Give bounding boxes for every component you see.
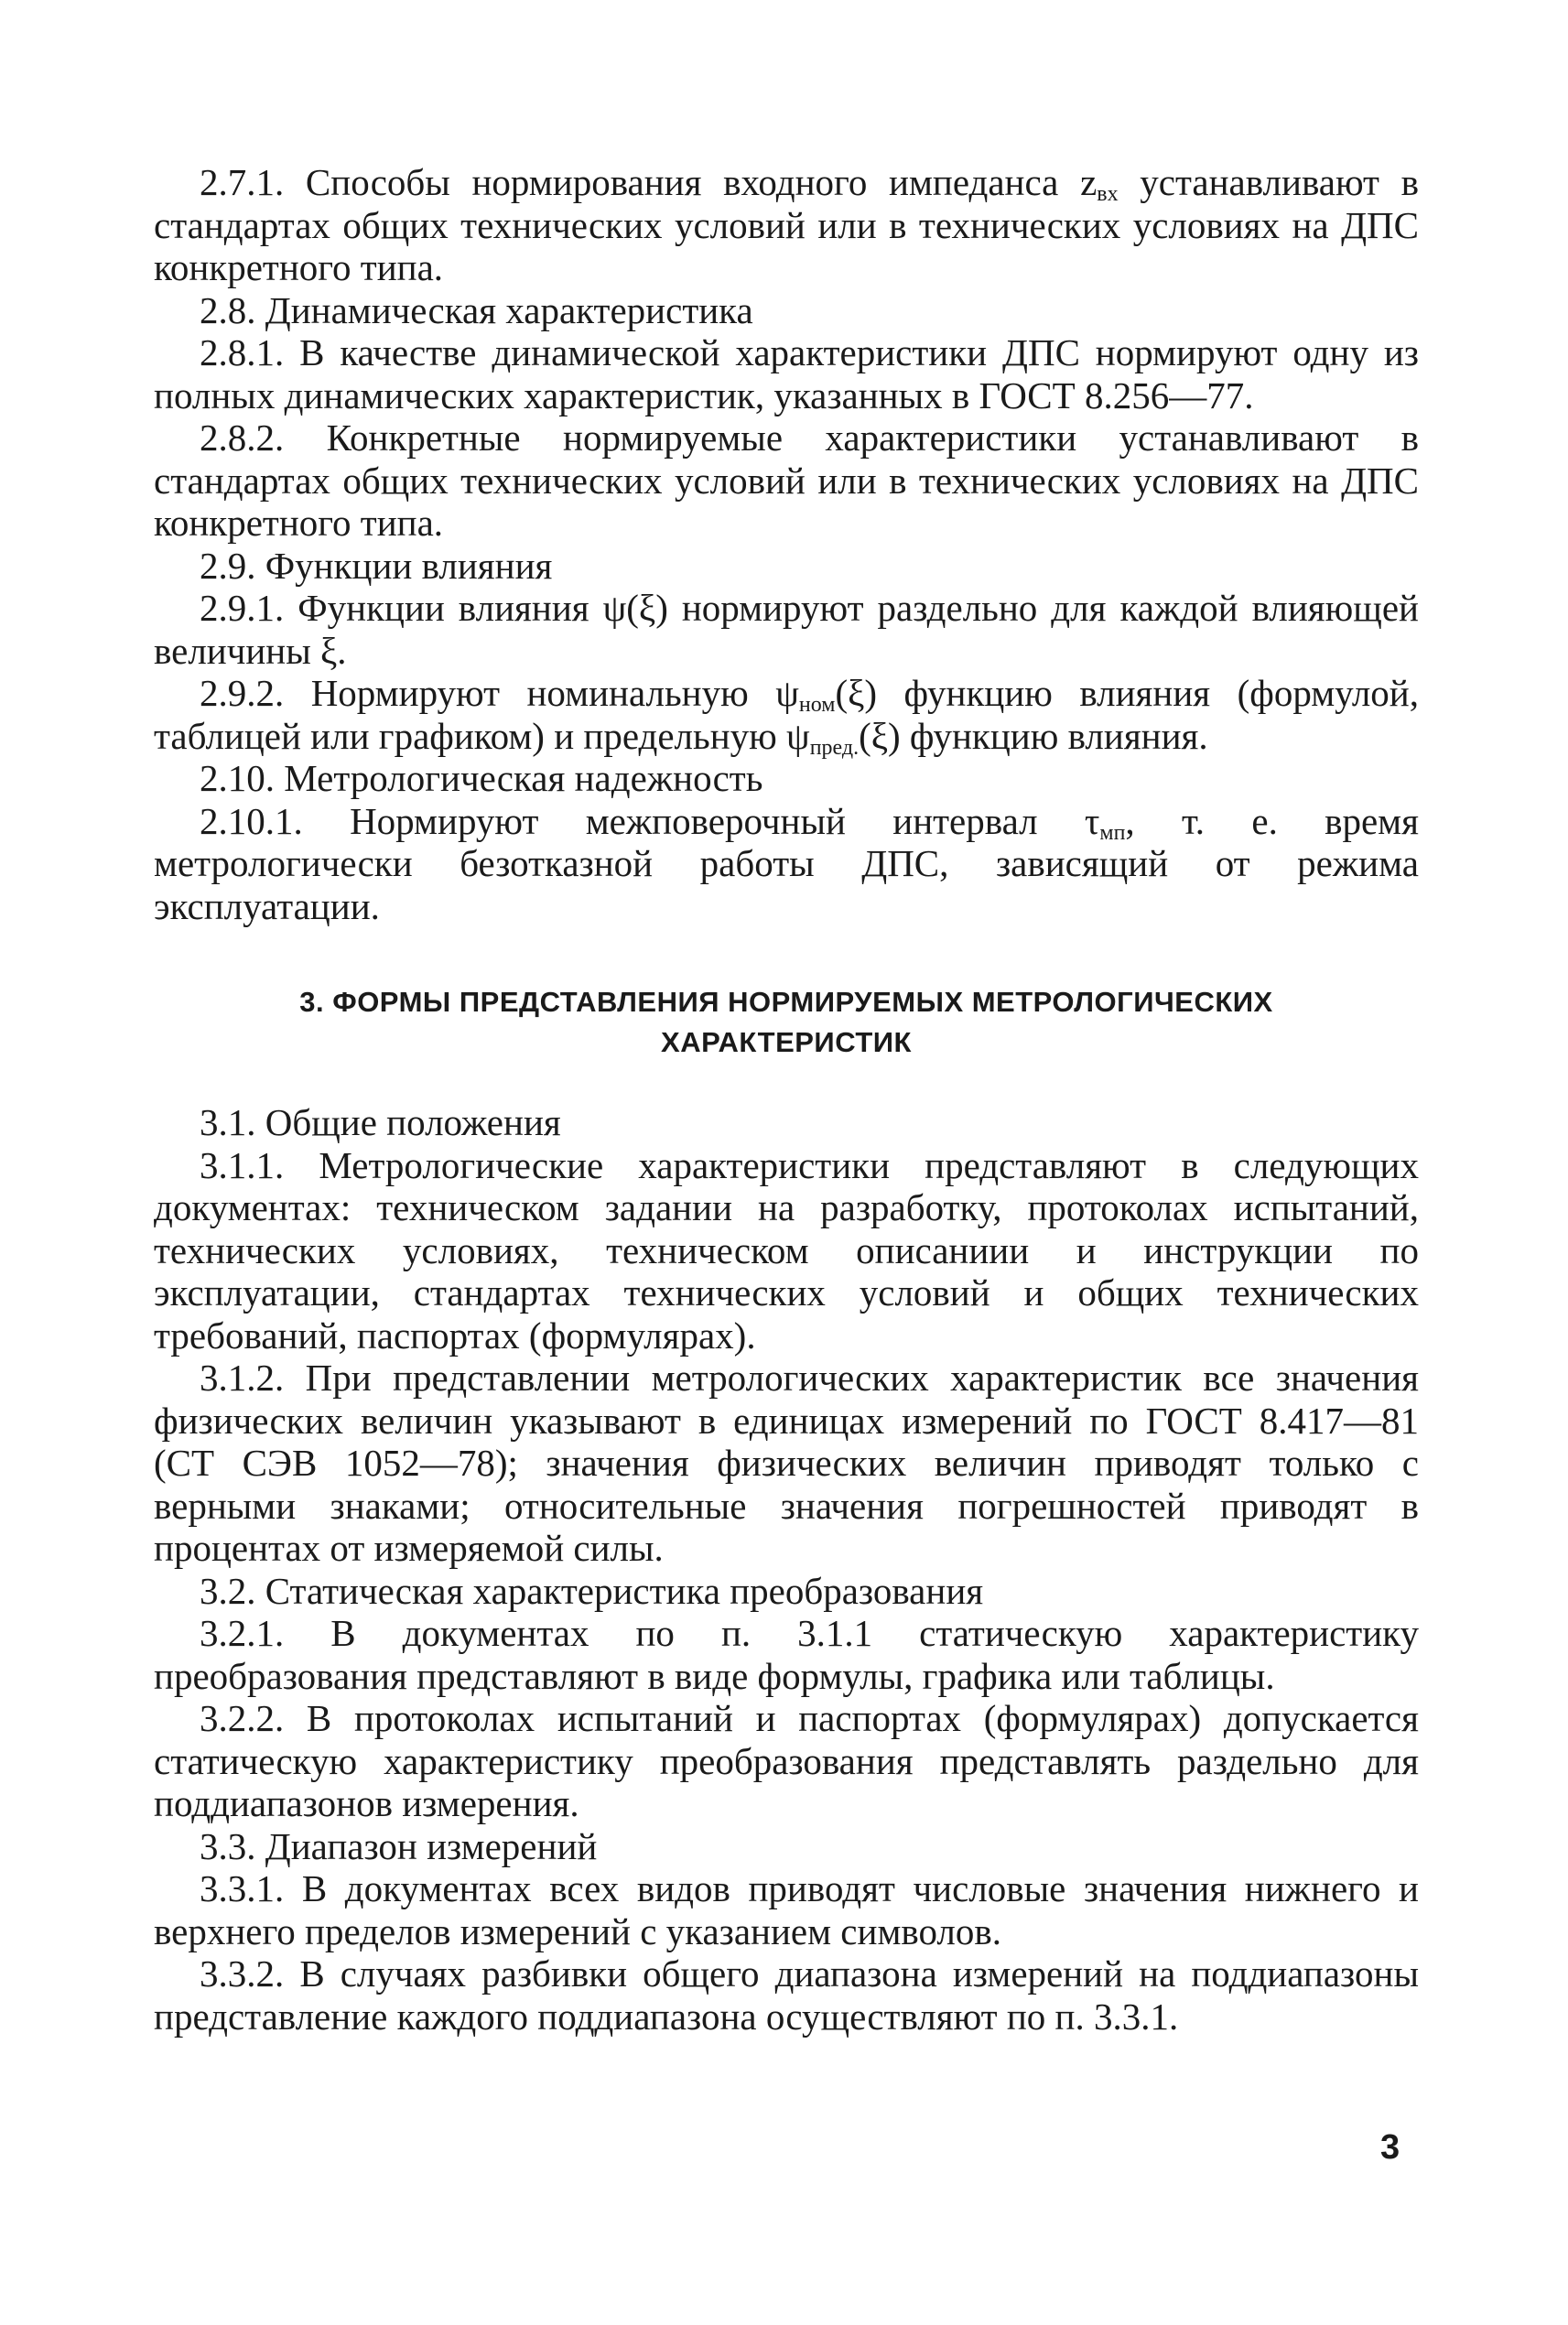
text-run: 2.9.1. Функции влияния ψ(ξ) нормируют раздельно для каждой влияющей величины ξ. — [154, 587, 1419, 672]
subscript: вх — [1097, 182, 1119, 206]
text-run: 2.8. Динамическая характеристика — [200, 288, 753, 331]
paragraph-p-3-1-1 — [154, 1144, 1419, 1357]
text-run: 3.2.1. В документах по п. 3.1.1 статическую характеристику преобразования представляют в виде формулы, графика или таблицы. — [154, 1612, 1419, 1697]
page-body — [154, 161, 1419, 2038]
text-run: 2.9.2. Нормируют номинальную ψ — [200, 672, 799, 714]
paragraph-p-3-3-1 — [154, 1867, 1419, 1952]
paragraph-p-2-10 — [154, 757, 1419, 800]
text-run: 3.2. Статическая характеристика преобразования — [200, 1569, 984, 1612]
paragraph-p-2-9-1 — [154, 587, 1419, 672]
text-run: 3.3.2. В случаях разбивки общего диапазона измерений на поддиапазоны представление каждого поддиапазона осуществляют по п. 3.3.1. — [154, 1952, 1419, 2038]
paragraph-p-3-2 — [154, 1570, 1419, 1613]
subscript: мп — [1099, 820, 1126, 845]
paragraph-p-2-9 — [154, 545, 1419, 588]
paragraph-p-3-2-2 — [154, 1697, 1419, 1825]
text-run: (ξ) функцию влияния (формулой, таблицей или графиком) и предельную ψ — [154, 672, 1419, 757]
paragraph-p-3-3-2 — [154, 1952, 1419, 2038]
paragraph-p-3-1-2 — [154, 1357, 1419, 1570]
text-run: 3.1.1. Метрологические характеристики представляют в следующих документах: техническом задании на разработку, протоколах испытаний, технических условиях, техническом описаниии и инструкции по эксплуатации, стандартах технических условий и общих технических требований, паспортах (формулярах). — [154, 1143, 1419, 1357]
text-run: 3.1. Общие положения — [200, 1101, 561, 1143]
section-title: 3. ФОРМЫ ПРЕДСТАВЛЕНИЯ НОРМИРУЕМЫХ МЕТРОЛОГИЧЕСКИХ ХАРАКТЕРИСТИК — [299, 986, 1273, 1058]
page-number: 3 — [1380, 2128, 1400, 2167]
text-run: 2.7.1. Способы нормирования входного импеданса — [200, 161, 1081, 203]
paragraph-p-2-8-2 — [154, 416, 1419, 545]
spacer — [154, 927, 1419, 982]
paragraph-p-3-1 — [154, 1101, 1419, 1144]
paragraph-p-2-8 — [154, 289, 1419, 332]
text-run: 2.9. Функции влияния — [200, 544, 553, 587]
text-run: 2.8.2. Конкретные нормируемые характеристики устанавливают в стандартах общих технических условий или в технических условиях на ДПС конкретного типа. — [154, 416, 1419, 544]
text-run: 3.3. Диапазон измерений — [200, 1824, 598, 1867]
text-run: z — [1080, 161, 1098, 203]
text-run: 2.8.1. В качестве динамической характеристики ДПС нормируют одну из полных динамических характеристик, указанных в ГОСТ 8.256—77. — [154, 331, 1419, 416]
paragraphs-before-section — [154, 161, 1419, 927]
text-run: 3.1.2. При представлении метрологических характеристик все значения физических величин указывают в единицах измерений по ГОСТ 8.417—81 (СТ СЭВ 1052—78); значения физических величин приводят только с верными знаками; относительные значения погрешностей приводят в процентах от измеряемой силы. — [154, 1357, 1419, 1569]
text-run: 3.2.2. В протоколах испытаний и паспортах (формулярах) допускается статическую характеристику преобразования представлять раздельно для поддиапазонов измерения. — [154, 1697, 1419, 1824]
text-run: 3.3.1. В документах всех видов приводят числовые значения нижнего и верхнего пределов измерений с указанием символов. — [154, 1867, 1419, 1952]
text-run: 2.10. Метрологическая надежность — [200, 757, 763, 799]
paragraphs-after-section — [154, 1101, 1419, 2038]
paragraph-p-3-3 — [154, 1825, 1419, 1868]
subscript: пред. — [809, 735, 860, 760]
paragraph-p-2-7-1 — [154, 161, 1419, 289]
text-run: , т. е. время метрологически безотказной работы ДПС, зависящий от режима эксплуатации. — [154, 799, 1419, 927]
paragraph-p-2-8-1 — [154, 331, 1419, 416]
subscript: ном — [798, 693, 836, 717]
text-run: устанавливают в стандартах общих технических условий или в технических условиях на ДПС конкретного типа. — [154, 161, 1419, 288]
spacer — [154, 1063, 1419, 1101]
paragraph-p-2-9-2 — [154, 672, 1419, 760]
paragraph-p-2-10-1 — [154, 800, 1419, 928]
paragraph-p-3-2-1 — [154, 1612, 1419, 1697]
text-run: 2.10.1. Нормируют межповерочный интервал τ — [200, 799, 1100, 842]
text-run: (ξ) функцию влияния. — [859, 714, 1208, 757]
